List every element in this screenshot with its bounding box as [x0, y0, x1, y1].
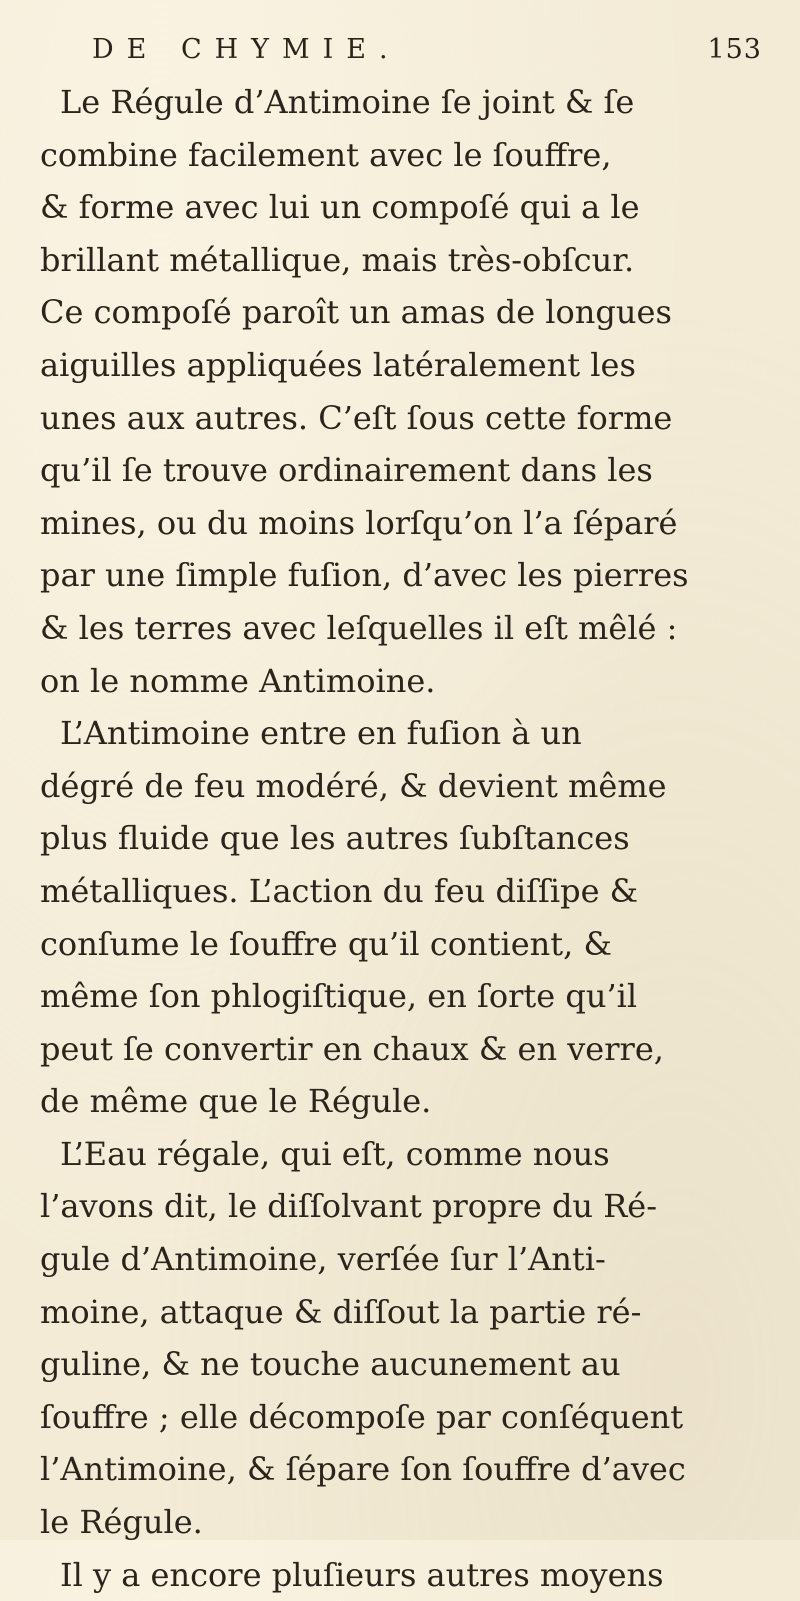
paragraph-1-line-8: qu’il ſe trouve ordinairement dans les — [40, 451, 653, 490]
paragraph-2-line-4: métalliques. L’action du feu diſſipe & — [40, 871, 639, 910]
paragraph-4-line-1: Il y a encore pluſieurs autres moyens — [60, 1555, 664, 1594]
paragraph-2-line-7: peut ſe convertir en chaux & en verre, — [40, 1029, 664, 1068]
paragraph-2-line-8: de même que le Régule. — [40, 1082, 432, 1121]
paragraph-3-line-7: l’Antimoine, & ſépare ſon ſouffre d’avec — [40, 1450, 686, 1489]
paragraph-1-line-6: aiguilles appliquées latéralement les — [40, 345, 636, 384]
paragraph-3-line-1: L’Eau régale, qui eſt, comme nous — [60, 1134, 610, 1173]
paragraph-3-line-2: l’avons dit, le diſſolvant propre du Ré- — [40, 1187, 658, 1226]
paragraph-1-line-9: mines, ou du moins lorſqu’on l’a ſéparé — [40, 503, 678, 542]
paragraph-2-line-2: dégré de feu modéré, & devient même — [40, 766, 667, 805]
paragraph-1-line-1: Le Régule d’Antimoine ſe joint & ſe — [60, 83, 635, 121]
paragraph-3-line-3: gule d’Antimoine, verſée ſur l’Anti- — [40, 1240, 606, 1279]
paragraph-1-line-2: combine facilement avec le ſouffre, — [40, 135, 612, 174]
paragraph-2-line-1: L’Antimoine entre en fuſion à un — [60, 714, 582, 753]
paragraph-2-line-3: plus fluide que les autres ſubſtances — [40, 819, 630, 858]
paragraph-1-line-3: & forme avec lui un compoſé qui a le — [40, 188, 640, 227]
paragraph-2-line-6: même ſon phlogiſtique, en ſorte qu’il — [40, 977, 638, 1016]
body-text — [40, 76, 800, 1601]
paragraph-2-line-5: conſume le ſouffre qu’il contient, & — [40, 924, 612, 963]
paragraph-3-line-6: ſouffre ; elle décompoſe par conſéquent — [40, 1397, 684, 1436]
paragraph-1-line-11: & les terres avec leſquelles il eſt mêlé : — [40, 608, 678, 647]
paragraph-1-line-4: brillant métallique, mais très-obſcur. — [40, 240, 635, 279]
paragraph-3-line-8: le Régule. — [40, 1503, 203, 1542]
page-header — [92, 18, 792, 82]
paragraph-1-line-10: par une ſimple fuſion, d’avec les pierres — [40, 556, 689, 595]
paragraph-1-line-7: unes aux autres. C’eſt ſous cette forme — [40, 398, 673, 437]
page-number: 153 — [707, 34, 762, 65]
paragraph-3-line-4: moine, attaque & diſſout la partie ré- — [40, 1292, 642, 1331]
paragraph-3-line-5: guline, & ne touche aucunement au — [40, 1345, 621, 1384]
paragraph-1-line-12: on le nomme Antimoine. — [40, 661, 436, 700]
running-title: DE CHYMIE. — [92, 34, 401, 65]
paragraph-1-line-5: Ce compoſé paroît un amas de longues — [40, 293, 672, 332]
